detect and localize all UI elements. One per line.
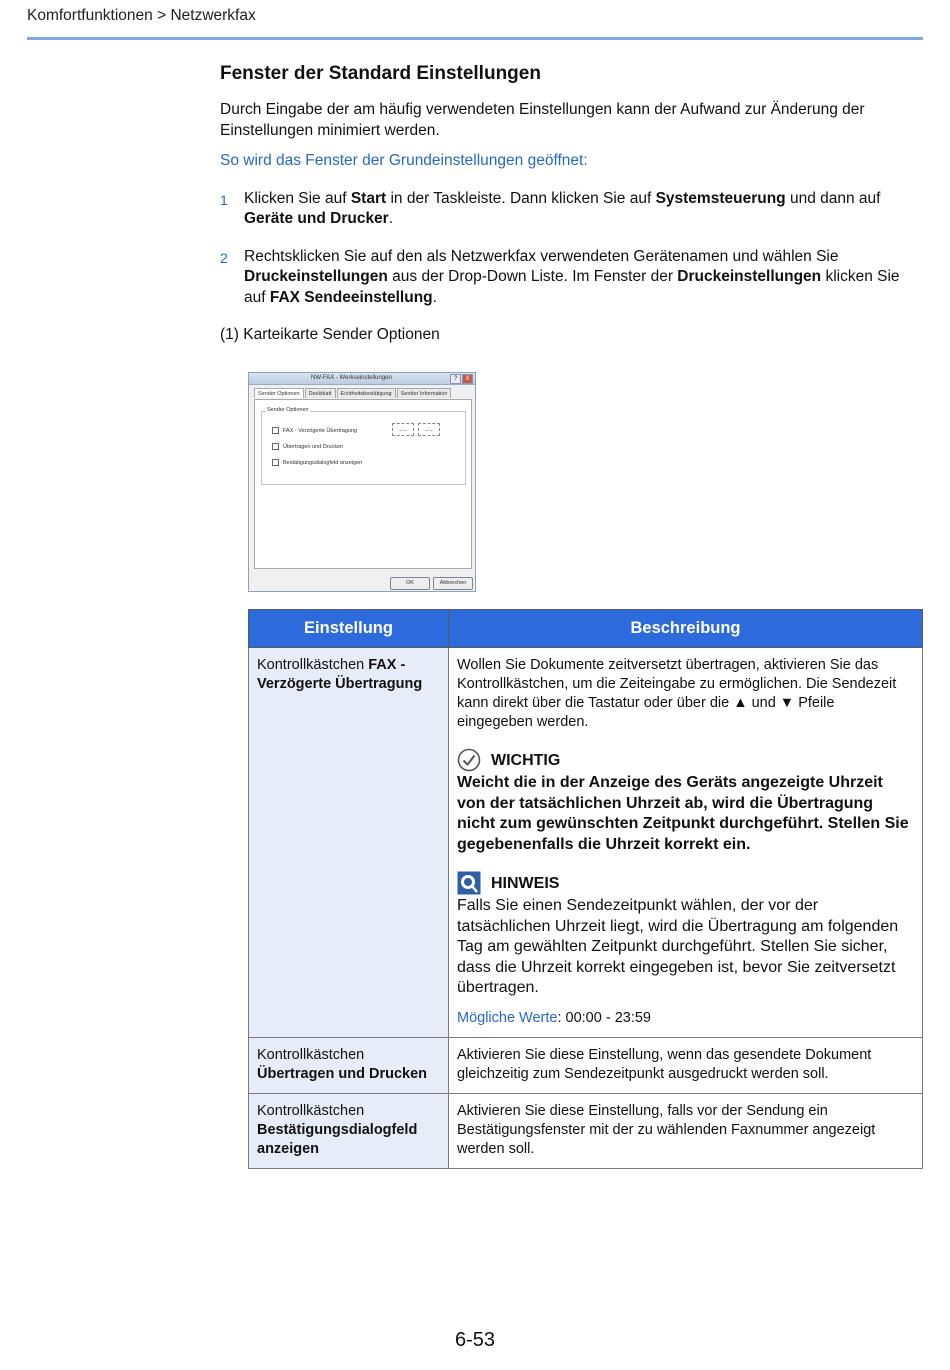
time-input-minutes[interactable]: _:_ (418, 423, 440, 436)
settings-table (248, 609, 923, 1169)
intro-text: Durch Eingabe der am häufig verwendeten Einstellungen kann der Aufwand zur Änderung der Einstellungen minimiert werden. (220, 101, 865, 139)
checkmark-icon (457, 748, 481, 772)
header-rule (27, 37, 923, 40)
step-keyword: FAX Sendeeinstellung (269, 288, 433, 306)
setting-prefix: Kontrollkästchen (257, 657, 369, 673)
possible-values-label: Mögliche Werte (457, 1009, 558, 1026)
possible-values-text: : 00:00 - 23:59 (557, 1009, 651, 1026)
setting-name: Bestätigungsdialogfeld anzeigen (257, 1121, 418, 1157)
group-label: Sender Optionen (267, 407, 309, 413)
tab-cover-page[interactable]: Deckblatt (305, 388, 336, 398)
description-cell (449, 1037, 923, 1093)
setting-cell (249, 1093, 449, 1168)
step-keyword: Geräte und Drucker (244, 210, 389, 227)
step-number: 1 (220, 191, 228, 208)
tab-sender-options[interactable]: Sender Optionen (254, 388, 304, 398)
setting-prefix: Kontrollkästchen (257, 1102, 365, 1119)
sender-options-group (261, 407, 466, 485)
confirmation-dialog-checkbox[interactable] (272, 459, 362, 466)
checkbox-box[interactable] (272, 459, 279, 466)
description-cell (449, 648, 923, 1038)
step-text: Klicken Sie auf (244, 189, 351, 207)
help-icon[interactable]: ? (450, 374, 461, 384)
step-text: . (432, 288, 437, 306)
hint-note (457, 871, 914, 999)
checkbox-box[interactable] (272, 443, 279, 450)
table-row (249, 1037, 923, 1093)
setting-name: FAX - Verzögerte Übertragung (257, 657, 423, 692)
hint-text: Falls Sie einen Sendezeitpunkt wählen, der vor der tatsächlichen Uhrzeit liegt, wird die Übertragung am folgenden Tag am gewählten Zeitpunkt durchgeführt. Stellen Sie sicher, dass die Uhrzeit korrekt eingegeben ist, bevor Sie zeitversetzt übertragen. (457, 897, 899, 996)
hint-label: HINWEIS (491, 874, 560, 892)
delayed-transmission-checkbox[interactable] (272, 427, 357, 434)
ok-button[interactable]: OK (390, 577, 430, 590)
step-1 (220, 189, 925, 230)
checkbox-label: Bestätigungsdialogfeld anzeigen (283, 459, 363, 466)
step-keyword: Systemsteuerung (655, 189, 786, 207)
dialog-panel (254, 399, 472, 569)
setting-prefix: Kontrollkästchen (257, 1046, 365, 1063)
send-and-print-checkbox[interactable] (272, 443, 343, 450)
description-cell (449, 1093, 923, 1168)
description-text: Wollen Sie Dokumente zeitversetzt übertragen, aktivieren Sie das Kontrollkästchen, um die Zeiteingabe zu ermöglichen. Die Sendezeit kann direkt über die Tastatur oder über die ▲ und ▼ Pfeile eingegeben werden. (457, 657, 897, 730)
dialog-titlebar (249, 373, 475, 385)
section-title: Fenster der Standard Einstellungen (220, 63, 541, 84)
description-text: Aktivieren Sie diese Einstellung, falls vor der Sendung ein Bestätigungsfenster mit der zu wählenden Faxnummer angezeigt werden soll. (457, 1102, 876, 1157)
checkbox-box[interactable] (272, 427, 279, 434)
settings-dialog-screenshot (248, 372, 476, 592)
table-row (249, 1093, 923, 1168)
important-text: Weicht die in der Anzeige des Geräts angezeigte Uhrzeit von der tatsächlichen Uhrzeit ab, wird die Übertragung nicht zum gewünschten Zeitpunkt durchgeführt. Stellen Sie gegebenenfalls die Uhrzeit korrekt ein. (457, 774, 909, 853)
table-row (249, 648, 923, 1038)
procedure-heading: So wird das Fenster der Grundeinstellungen geöffnet: (220, 152, 588, 169)
step-text: und dann auf (785, 189, 881, 207)
step-text: klicken Sie auf (244, 268, 900, 306)
checkbox-label: FAX - Verzögerte Übertragung (283, 427, 357, 434)
step-text: aus der Drop-Down Liste. Im Fenster der (387, 268, 678, 285)
tab-authentication[interactable]: Echtheitsbestätigung (337, 388, 396, 398)
table-header-row (249, 610, 923, 648)
dialog-tabs (254, 388, 452, 398)
step-text: . (388, 210, 394, 227)
step-number: 2 (220, 249, 228, 266)
checkbox-label: Übertragen und Drucken (283, 443, 344, 450)
step-keyword: Druckeinstellungen (244, 268, 388, 285)
hint-icon (457, 871, 481, 895)
step-2 (220, 247, 925, 309)
close-icon[interactable]: X (462, 374, 473, 384)
important-label: WICHTIG (491, 751, 561, 769)
page-number: 6-53 (454, 1329, 496, 1351)
setting-name: Übertragen und Drucken (257, 1065, 427, 1082)
main-content (220, 62, 925, 346)
step-text: Rechtsklicken Sie auf den als Netzwerkfax verwendeten Gerätenamen und wählen Sie (244, 247, 839, 265)
dialog-title: NW-FAX - Werkseinstellungen (311, 375, 392, 381)
setting-cell (249, 1037, 449, 1093)
breadcrumb: Komfortfunktionen > Netzwerkfax (27, 7, 256, 24)
column-header-setting: Einstellung (249, 610, 449, 648)
important-note (457, 748, 914, 855)
hint-header (457, 871, 914, 895)
possible-values (457, 1009, 914, 1028)
step-text: in der Taskleiste. Dann klicken Sie auf (386, 189, 656, 207)
time-input-hours[interactable]: _:_ (392, 423, 414, 436)
column-header-description: Beschreibung (449, 610, 923, 648)
setting-cell (249, 648, 449, 1038)
cancel-button[interactable]: Abbrechen (433, 577, 473, 590)
tab-sender-information[interactable]: Sender Information (397, 388, 452, 398)
step-keyword: Start (350, 189, 387, 207)
figure-caption: (1) Karteikarte Sender Optionen (220, 326, 440, 343)
description-text: Aktivieren Sie diese Einstellung, wenn das gesendete Dokument gleichzeitig zum Sendezeitpunkt ausgedruckt werden soll. (457, 1046, 872, 1082)
step-keyword: Druckeinstellungen (677, 268, 822, 285)
important-header (457, 748, 914, 772)
